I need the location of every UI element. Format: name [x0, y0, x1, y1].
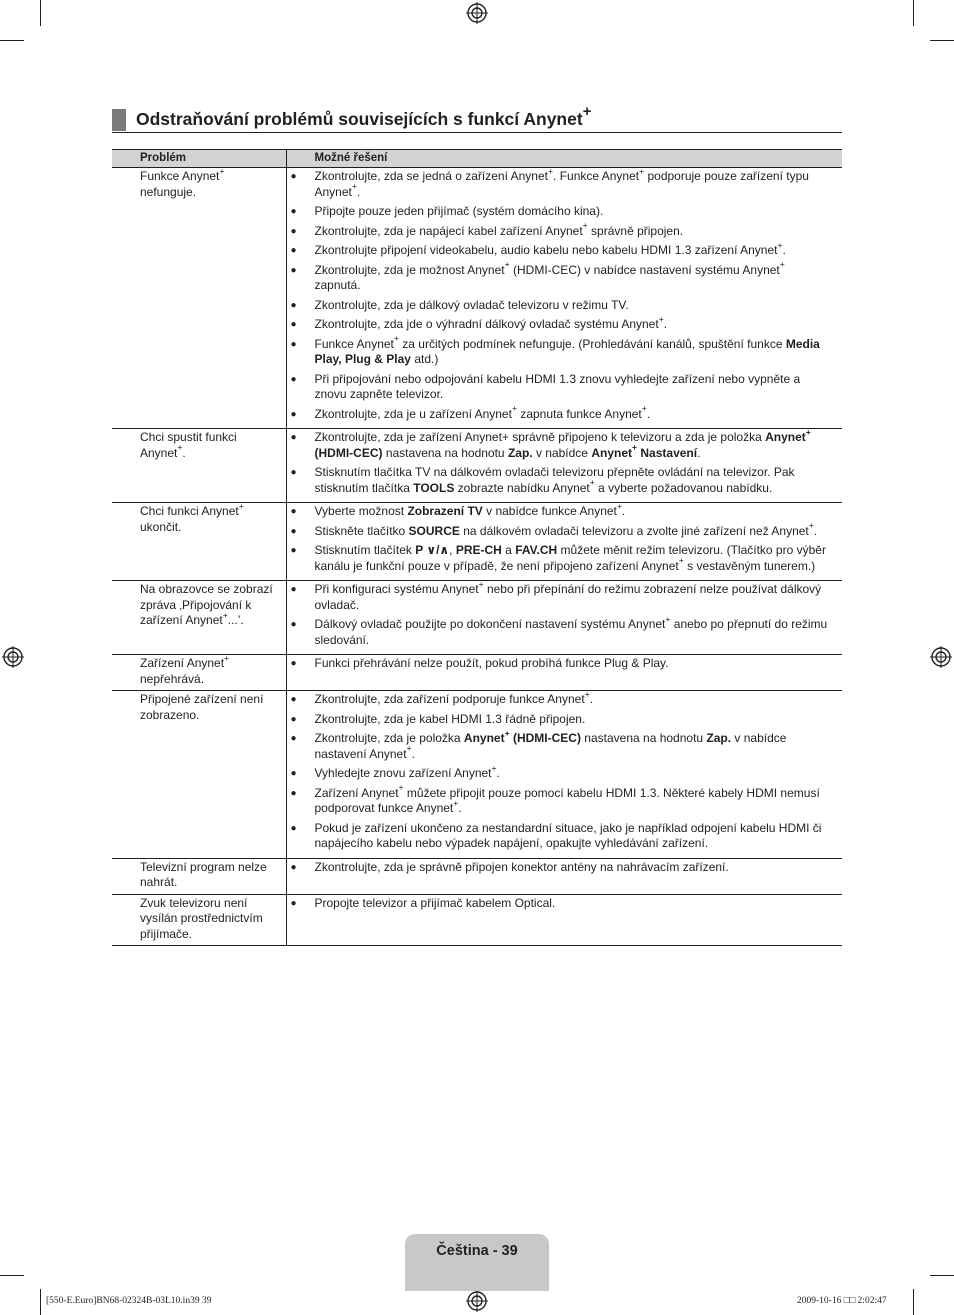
table-row: [112, 858, 842, 894]
table-header-row: [112, 150, 842, 168]
column-header-problem: Problém: [112, 150, 286, 168]
solution-item: ● Vyhledejte znovu zařízení Anynet+.: [287, 766, 835, 782]
solution-item: ● Stisknutím tlačítka TV na dálkovém ovladači televizoru přepněte ovládání na televizor. Pak stisknutím tlačítka TOOLS zobrazte nabídku Anynet+ a vyberte požadovanou nabídku.: [287, 465, 835, 496]
page-number-tab: [405, 1234, 549, 1291]
crop-mark: [40, 1289, 41, 1315]
solution-item: ● Zkontrolujte, zda je u zařízení Anynet+ zapnuta funkce Anynet+.: [287, 407, 835, 423]
solution-cell: [286, 500, 842, 581]
registration-mark-icon: [930, 646, 952, 668]
table-row: [112, 429, 842, 503]
solution-cell: [286, 426, 842, 503]
crop-mark: [40, 0, 41, 26]
crop-mark: [913, 1289, 914, 1315]
solution-item: ● Zkontrolujte, zda je správně připojen konektor antény na nahrávacím zařízení.: [287, 860, 835, 876]
page-number: Čeština - 39: [436, 1243, 518, 1259]
page-title-plus: +: [582, 103, 592, 120]
troubleshooting-table: [112, 149, 842, 946]
solution-list: [287, 896, 835, 912]
solution-cell: [286, 894, 842, 946]
table-row: [112, 655, 842, 691]
crop-mark: [0, 1275, 24, 1276]
solution-list: [287, 578, 835, 648]
table-row: [112, 691, 842, 859]
crop-mark: [930, 40, 954, 41]
solution-list: [287, 500, 835, 574]
table-row: [112, 168, 842, 429]
solution-item: ● Zkontrolujte, zda je položka Anynet+ (HDMI-CEC) nastavena na hodnotu Zap. v nabídce nastavení Anynet+.: [287, 731, 835, 762]
problem-cell: Televizní program nelze nahrát.: [112, 858, 286, 894]
column-header-solution: Možné řešení: [286, 150, 842, 168]
solution-cell: [286, 858, 842, 894]
solution-list: [287, 426, 835, 496]
crop-mark: [0, 40, 24, 41]
solution-item: ● Při konfiguraci systému Anynet+ nebo při přepínání do režimu zobrazení nelze používat dálkový ovladač.: [287, 582, 835, 613]
page-title-text: Odstraňování problémů souvisejících s funkcí Anynet: [136, 109, 583, 129]
solution-item: ● Stiskněte tlačítko SOURCE na dálkovém ovladači televizoru a zvolte jiné zařízení než Anynet+.: [287, 524, 835, 540]
page-title: [136, 103, 592, 130]
solution-item: ● Zkontrolujte, zda je napájecí kabel zařízení Anynet+ správně připojen.: [287, 224, 835, 240]
solution-cell: [286, 655, 842, 691]
solution-item: ● Zkontrolujte, zda zařízení podporuje funkce Anynet+.: [287, 692, 835, 708]
registration-mark-icon: [466, 1290, 488, 1312]
solution-item: ● Připojte pouze jeden přijímač (systém domácího kina).: [287, 204, 835, 220]
solution-list: [287, 860, 835, 876]
problem-cell: Zařízení Anynet+ nepřehrává.: [112, 655, 286, 691]
print-job-info: [550-E.Euro]BN68-02324B-03L10.in39 39: [46, 1296, 212, 1306]
problem-cell: Chci funkci Anynet+ ukončit.: [112, 503, 286, 581]
registration-mark-icon: [466, 2, 488, 24]
registration-mark-icon: [2, 646, 24, 668]
problem-cell: Chci spustit funkci Anynet+.: [112, 429, 286, 503]
solution-cell: [286, 578, 842, 655]
solution-list: [287, 656, 835, 672]
solution-item: ● Zkontrolujte připojení videokabelu, audio kabelu nebo kabelu HDMI 1.3 zařízení Anynet+.: [287, 243, 835, 259]
solution-cell: [286, 688, 842, 859]
table-row: [112, 503, 842, 581]
table-body: [112, 165, 842, 946]
solution-item: ● Pokud je zařízení ukončeno za nestandardní situace, jako je například odpojení kabelu HDMI či napájecího kabelu nebo výpadek napájení, opakujte vyhledávání zařízení.: [287, 821, 835, 852]
solution-item: ● Stisknutím tlačítek P ∨/∧, PRE-CH a FAV.CH můžete měnit režim televizoru. (Tlačítko pro výběr kanálu je funkční pouze v případě, že není připojeno zařízení Anynet+ s vestavěným tunerem.): [287, 543, 835, 574]
solution-item: ● Zkontrolujte, zda se jedná o zařízení Anynet+. Funkce Anynet+ podporuje pouze zařízení typu Anynet+.: [287, 169, 835, 200]
solution-item: ● Funkce Anynet+ za určitých podmínek nefunguje. (Prohledávání kanálů, spuštění funkce Media Play, Plug & Play atd.): [287, 337, 835, 368]
solution-item: ● Zkontrolujte, zda je možnost Anynet+ (HDMI-CEC) v nabídce nastavení systému Anynet+ zapnutá.: [287, 263, 835, 294]
table-row: [112, 894, 842, 946]
solution-list: [287, 165, 835, 422]
problem-cell: Na obrazovce se zobrazí zpráva ‚Připojování k zařízení Anynet+...’.: [112, 581, 286, 655]
solution-list: [287, 688, 835, 852]
table-row: [112, 581, 842, 655]
solution-item: ● Při připojování nebo odpojování kabelu HDMI 1.3 znovu vyhledejte zařízení nebo vypněte a znovu zapněte televizor.: [287, 372, 835, 403]
problem-cell: Funkce Anynet+ nefunguje.: [112, 168, 286, 429]
problem-cell: Připojené zařízení není zobrazeno.: [112, 691, 286, 859]
solution-item: ● Zkontrolujte, zda je kabel HDMI 1.3 řádně připojen.: [287, 712, 835, 728]
solution-item: ● Zkontrolujte, zda je dálkový ovladač televizoru v režimu TV.: [287, 298, 835, 314]
solution-item: ● Zkontrolujte, zda je zařízení Anynet+ správně připojeno k televizoru a zda je položka Anynet+ (HDMI-CEC) nastavena na hodnotu Zap. v nabídce Anynet+ Nastavení.: [287, 430, 835, 461]
solution-item: ● Zkontrolujte, zda jde o výhradní dálkový ovladač systému Anynet+.: [287, 317, 835, 333]
crop-mark: [913, 0, 914, 26]
solution-cell: [286, 165, 842, 429]
solution-item: ● Funkci přehrávání nelze použít, pokud probíhá funkce Plug & Play.: [287, 656, 835, 672]
solution-item: ● Zařízení Anynet+ můžete připojit pouze pomocí kabelu HDMI 1.3. Některé kabely HDMI nemusí podporovat funkce Anynet+.: [287, 786, 835, 817]
solution-item: ● Vyberte možnost Zobrazení TV v nabídce funkce Anynet+.: [287, 504, 835, 520]
print-timestamp: 2009-10-16 □□ 2:02:47: [797, 1296, 887, 1306]
solution-item: ● Propojte televizor a přijímač kabelem Optical.: [287, 896, 835, 912]
solution-item: ● Dálkový ovladač použijte po dokončení nastavení systému Anynet+ anebo po přepnutí do režimu sledování.: [287, 617, 835, 648]
problem-cell: Zvuk televizoru není vysílán prostřednictvím přijímače.: [112, 894, 286, 946]
crop-mark: [930, 1275, 954, 1276]
section-header: [112, 103, 842, 133]
title-marker-bar: [112, 109, 126, 131]
